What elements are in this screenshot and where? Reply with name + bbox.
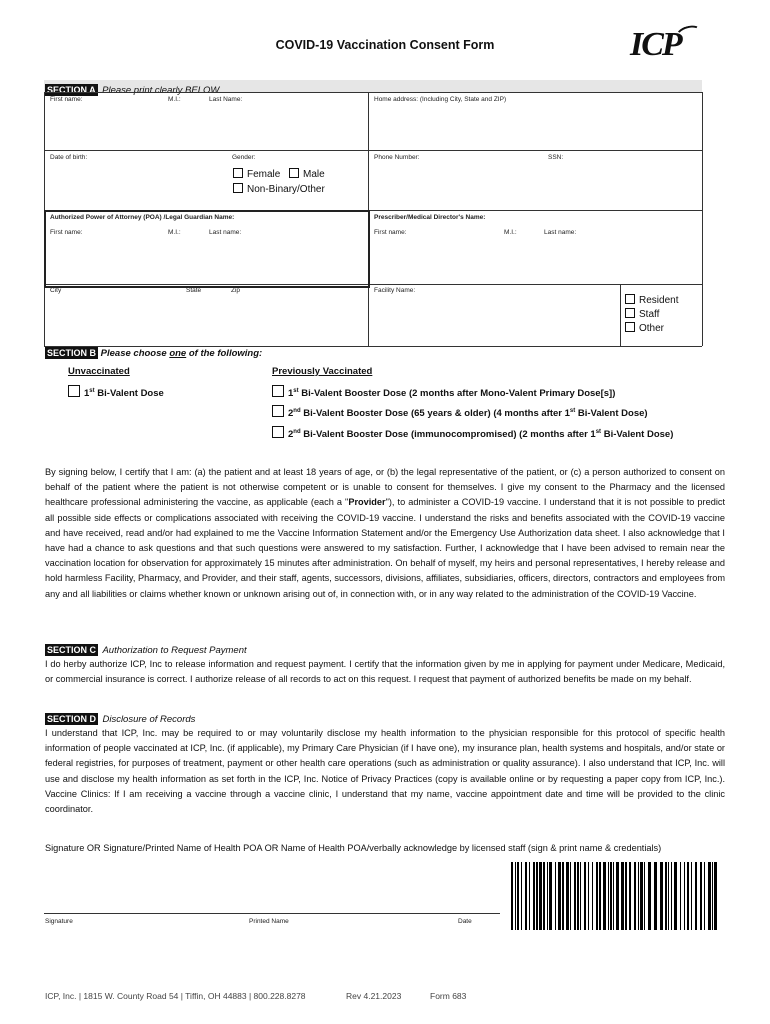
prev-booster-1-option[interactable] bbox=[272, 385, 615, 399]
barcode-bar bbox=[625, 862, 627, 930]
barcode-bar bbox=[603, 862, 606, 930]
staff-label: Staff bbox=[639, 309, 660, 320]
opt-text: Bi-Valent Booster Dose (2 months after Mono-Valent Primary Dose[s]) bbox=[298, 388, 616, 399]
grid-line bbox=[44, 346, 702, 347]
section-d-text: I understand that ICP, Inc. may be required to or may voluntarily disclose my health information to the physician responsible for this protocol of specific health information of people vaccinated at ICP, Inc. (if applicable), my Primary Care Physician (if I have one), my insurance plan, health systems and hospitals, and/or state or federal registries, for purposes of treatment, payment or other health care operations (such as administration or quality assurance). I also understand that ICP, Inc. will use and disclose my health information as set forth in the ICP, Inc. Notice of Privacy Practices (copy is available online or by requesting a paper copy from ICP, Inc.). Vaccine Clinics: If I am receiving a vaccine through a vaccine clinic, I understand that my name, vaccine appointment date and time will be provided to the clinic coordinator. bbox=[45, 728, 725, 815]
grid-line bbox=[44, 92, 702, 93]
section-b-tag: SECTION B bbox=[47, 348, 97, 358]
barcode-bar bbox=[511, 862, 513, 930]
barcode-bar bbox=[660, 862, 663, 930]
icp-logo: ICP bbox=[630, 26, 681, 63]
dob-label: Date of birth: bbox=[50, 154, 88, 161]
gender-nonbinary-label: Non-Binary/Other bbox=[247, 184, 325, 195]
barcode-bar bbox=[543, 862, 545, 930]
barcode-bar bbox=[521, 862, 522, 930]
section-d-header bbox=[45, 709, 195, 727]
opt-text: Bi-Valent Booster Dose (65 years & older) (4 months after 1 bbox=[300, 408, 570, 419]
barcode-bar bbox=[621, 862, 624, 930]
barcode-bar bbox=[570, 862, 571, 930]
unvax-bivalent-option[interactable] bbox=[68, 385, 164, 399]
barcode-bar bbox=[525, 862, 527, 930]
first-name-label: First name: bbox=[50, 96, 83, 103]
barcode-bar bbox=[700, 862, 702, 930]
barcode-bar bbox=[712, 862, 713, 930]
gender-male-option[interactable] bbox=[289, 168, 325, 180]
checkbox[interactable] bbox=[272, 405, 284, 417]
barcode-bar bbox=[684, 862, 685, 930]
checkbox[interactable] bbox=[625, 308, 635, 318]
barcode-bar bbox=[547, 862, 548, 930]
footer-address: ICP, Inc. | 1815 W. County Road 54 | Tiffin, OH 44883 | 800.228.8278 bbox=[45, 991, 306, 1001]
pres-first-label: First name: bbox=[374, 229, 407, 236]
printed-name-label: Printed Name bbox=[249, 918, 289, 925]
checkbox[interactable] bbox=[272, 426, 284, 438]
barcode-bar bbox=[580, 862, 581, 930]
home-address-field[interactable] bbox=[370, 104, 700, 148]
section-c-note: Authorization to Request Payment bbox=[102, 645, 247, 656]
poa-mi-label: M.I.: bbox=[168, 229, 181, 236]
unvaccinated-heading: Unvaccinated bbox=[68, 366, 130, 377]
grid-line bbox=[702, 92, 703, 346]
pres-mi-label: M.I.: bbox=[504, 229, 517, 236]
checkbox[interactable] bbox=[625, 294, 635, 304]
date-label: Date bbox=[458, 918, 472, 925]
prescriber-name-field[interactable] bbox=[370, 238, 700, 282]
consent-text: "), to administer a COVID-19 vaccine. I understand that it is not possible to predict all possible side effects or complications associated with receiving the COVID-19 vaccine. I understand the risks and benefits associated with the COVID-19 vaccine and have received, read and/or had explained to me the Vaccine Information Statement and/or the Emergency Use Authorization data sheet. I also acknowledge that I have had a chance to ask questions and that such questions were answered to my satisfaction. Further, I acknowledge that I have been advised to remain near the vaccination location for observation for approximately 15 minutes after administration. On behalf of myself, my heirs and personal representatives, I hereby release and hold harmless Facility, Pharmacy, and Provider, and their staff, agents, successors, divisions, affiliates, subsidiaries, officers, directors, contractors and employees from any and all liabilities or claims whether known or unknown arising out of, in connection with, or in any way related to the administration of the COVID-19 Vaccine. bbox=[45, 497, 726, 599]
opt-sup: nd bbox=[293, 407, 301, 414]
poa-title: Authorized Power of Attorney (POA) /Legal Guardian Name: bbox=[50, 214, 235, 221]
checkbox[interactable] bbox=[68, 385, 80, 397]
barcode-bar bbox=[674, 862, 677, 930]
section-d-tag: SECTION D bbox=[47, 714, 97, 724]
gender-female-option[interactable] bbox=[233, 168, 280, 180]
barcode-bar bbox=[555, 862, 556, 930]
barcode-bar bbox=[640, 862, 643, 930]
opt-text: Bi-Valent Dose) bbox=[601, 429, 674, 440]
barcode-bar bbox=[599, 862, 601, 930]
section-c-tag: SECTION C bbox=[47, 645, 97, 655]
phone-ssn-field[interactable] bbox=[370, 162, 700, 206]
gender-female-label: Female bbox=[247, 169, 281, 180]
resident-option[interactable] bbox=[625, 294, 678, 306]
section-c-text: I do herby authorize ICP, Inc to release information and request payment. I certify that the information given by me in applying for payment under Medicare, Medicaid, or commercial insurance is correct. I authorize release of all records to act on this request. I request that payment of authorized benefits be made on my behalf. bbox=[45, 659, 725, 685]
pres-last-label: Last name: bbox=[544, 229, 577, 236]
barcode-bar bbox=[558, 862, 561, 930]
barcode-bar bbox=[616, 862, 619, 930]
barcode-bar bbox=[574, 862, 576, 930]
signature-label: Signature bbox=[45, 918, 73, 925]
staff-option[interactable] bbox=[625, 308, 659, 320]
ssn-label: SSN: bbox=[548, 154, 564, 161]
poa-first-label: First name: bbox=[50, 229, 83, 236]
section-b-note: Please choose bbox=[100, 348, 170, 359]
prescriber-title: Prescriber/Medical Director's Name: bbox=[374, 214, 486, 221]
barcode-bar bbox=[610, 862, 612, 930]
opt-sup: st bbox=[569, 407, 576, 414]
opt-sup: st bbox=[89, 387, 95, 394]
facility-name-field[interactable] bbox=[370, 296, 618, 344]
resident-label: Resident bbox=[639, 295, 679, 306]
section-d-note: Disclosure of Records bbox=[102, 714, 196, 725]
other-label: Other bbox=[639, 323, 665, 334]
poa-name-field[interactable] bbox=[48, 238, 364, 282]
barcode-bar bbox=[517, 862, 519, 930]
barcode-bar bbox=[613, 862, 614, 930]
barcode-bar bbox=[680, 862, 681, 930]
poa-last-label: Last name: bbox=[209, 229, 242, 236]
phone-label: Phone Number: bbox=[374, 154, 420, 161]
barcode-bar bbox=[515, 862, 516, 930]
footer-form-number: Form 683 bbox=[430, 991, 467, 1001]
checkbox[interactable] bbox=[625, 322, 635, 332]
grid-line bbox=[620, 284, 621, 346]
form-title: COVID-19 Vaccination Consent Form bbox=[275, 38, 495, 52]
checkbox[interactable] bbox=[233, 168, 243, 178]
barcode bbox=[511, 862, 718, 930]
barcode-bar bbox=[549, 862, 552, 930]
gender-male-label: Male bbox=[303, 169, 325, 180]
prev-booster-65-option[interactable] bbox=[272, 405, 648, 419]
barcode-bar bbox=[671, 862, 672, 930]
prev-booster-immuno-option[interactable] bbox=[272, 426, 673, 440]
barcode-bar bbox=[608, 862, 609, 930]
checkbox[interactable] bbox=[233, 183, 243, 193]
barcode-bar bbox=[687, 862, 689, 930]
consent-paragraph bbox=[45, 465, 725, 602]
barcode-bar bbox=[536, 862, 538, 930]
barcode-bar bbox=[665, 862, 667, 930]
barcode-bar bbox=[638, 862, 639, 930]
consent-text: By signing below, I certify that I am: (a) the patient and at least 18 years of age, or (b) the legal representative of the patient, or (c) a person authorized to consent on behalf of the patient where the patient is not otherwise competent or is unable to consent for themselves. I give my consent to the Pharmacy and the licensed healthcare professional administering the vaccine, as applicable (each a " bbox=[45, 467, 725, 508]
barcode-bar bbox=[714, 862, 717, 930]
barcode-bar bbox=[629, 862, 631, 930]
barcode-bar bbox=[704, 862, 705, 930]
barcode-bar bbox=[533, 862, 535, 930]
barcode-bar bbox=[695, 862, 697, 930]
opt-sup: st bbox=[293, 387, 299, 394]
opt-text: 1 bbox=[84, 388, 90, 399]
barcode-bar bbox=[539, 862, 542, 930]
last-name-label: Last Name: bbox=[209, 96, 243, 103]
other-option[interactable] bbox=[625, 322, 664, 334]
gender-label: Gender: bbox=[232, 154, 256, 161]
dob-field[interactable] bbox=[46, 162, 226, 206]
opt-text: 2 bbox=[288, 408, 294, 419]
city-label: City bbox=[50, 287, 62, 294]
section-b-header bbox=[45, 348, 262, 359]
barcode-bar bbox=[634, 862, 636, 930]
barcode-bar bbox=[654, 862, 657, 930]
signature-field[interactable] bbox=[44, 880, 500, 912]
footer-revision: Rev 4.21.2023 bbox=[346, 991, 402, 1001]
signature-line bbox=[44, 913, 500, 914]
facility-label: Facility Name: bbox=[374, 287, 416, 294]
mi-label: M.I.: bbox=[168, 96, 181, 103]
grid-line bbox=[44, 150, 702, 151]
opt-sup: st bbox=[595, 428, 602, 435]
section-a-tag: SECTION A bbox=[47, 85, 96, 95]
previously-vaccinated-heading: Previously Vaccinated bbox=[272, 366, 373, 377]
barcode-bar bbox=[588, 862, 589, 930]
section-a-note: Please print clearly BELOW. bbox=[102, 85, 222, 96]
section-b-note-one: one bbox=[169, 348, 187, 359]
section-c-header bbox=[45, 640, 247, 658]
provider-term: Provider bbox=[348, 497, 386, 508]
barcode-bar bbox=[562, 862, 564, 930]
barcode-bar bbox=[668, 862, 669, 930]
opt-text: Bi-Valent Dose bbox=[94, 388, 164, 399]
barcode-bar bbox=[592, 862, 593, 930]
barcode-bar bbox=[566, 862, 569, 930]
barcode-bar bbox=[529, 862, 530, 930]
city-state-zip-field[interactable] bbox=[46, 296, 366, 344]
barcode-bar bbox=[577, 862, 579, 930]
state-label: State bbox=[186, 287, 202, 294]
opt-text: 2 bbox=[288, 429, 294, 440]
barcode-bar bbox=[691, 862, 692, 930]
checkbox[interactable] bbox=[289, 168, 299, 178]
opt-text: 1 bbox=[288, 388, 294, 399]
barcode-bar bbox=[644, 862, 645, 930]
checkbox[interactable] bbox=[272, 385, 284, 397]
barcode-bar bbox=[708, 862, 711, 930]
barcode-bar bbox=[584, 862, 586, 930]
barcode-bar bbox=[648, 862, 651, 930]
section-b-note-end: of the following: bbox=[186, 348, 263, 359]
barcode-bar bbox=[596, 862, 598, 930]
zip-label: Zip bbox=[231, 287, 241, 294]
opt-text: Bi-Valent Dose) bbox=[575, 408, 648, 419]
patient-name-field[interactable] bbox=[46, 104, 366, 148]
home-address-label: Home address: (Including City, State and ZIP) bbox=[374, 96, 507, 103]
opt-text: Bi-Valent Booster Dose (immunocompromised) (2 months after 1 bbox=[300, 429, 596, 440]
opt-sup: nd bbox=[293, 428, 301, 435]
gender-nonbinary-option[interactable] bbox=[233, 183, 325, 195]
signature-instructions: Signature OR Signature/Printed Name of Health POA OR Name of Health POA/verbally acknowledge by licensed staff (sign & print name & credentials) bbox=[45, 843, 662, 853]
